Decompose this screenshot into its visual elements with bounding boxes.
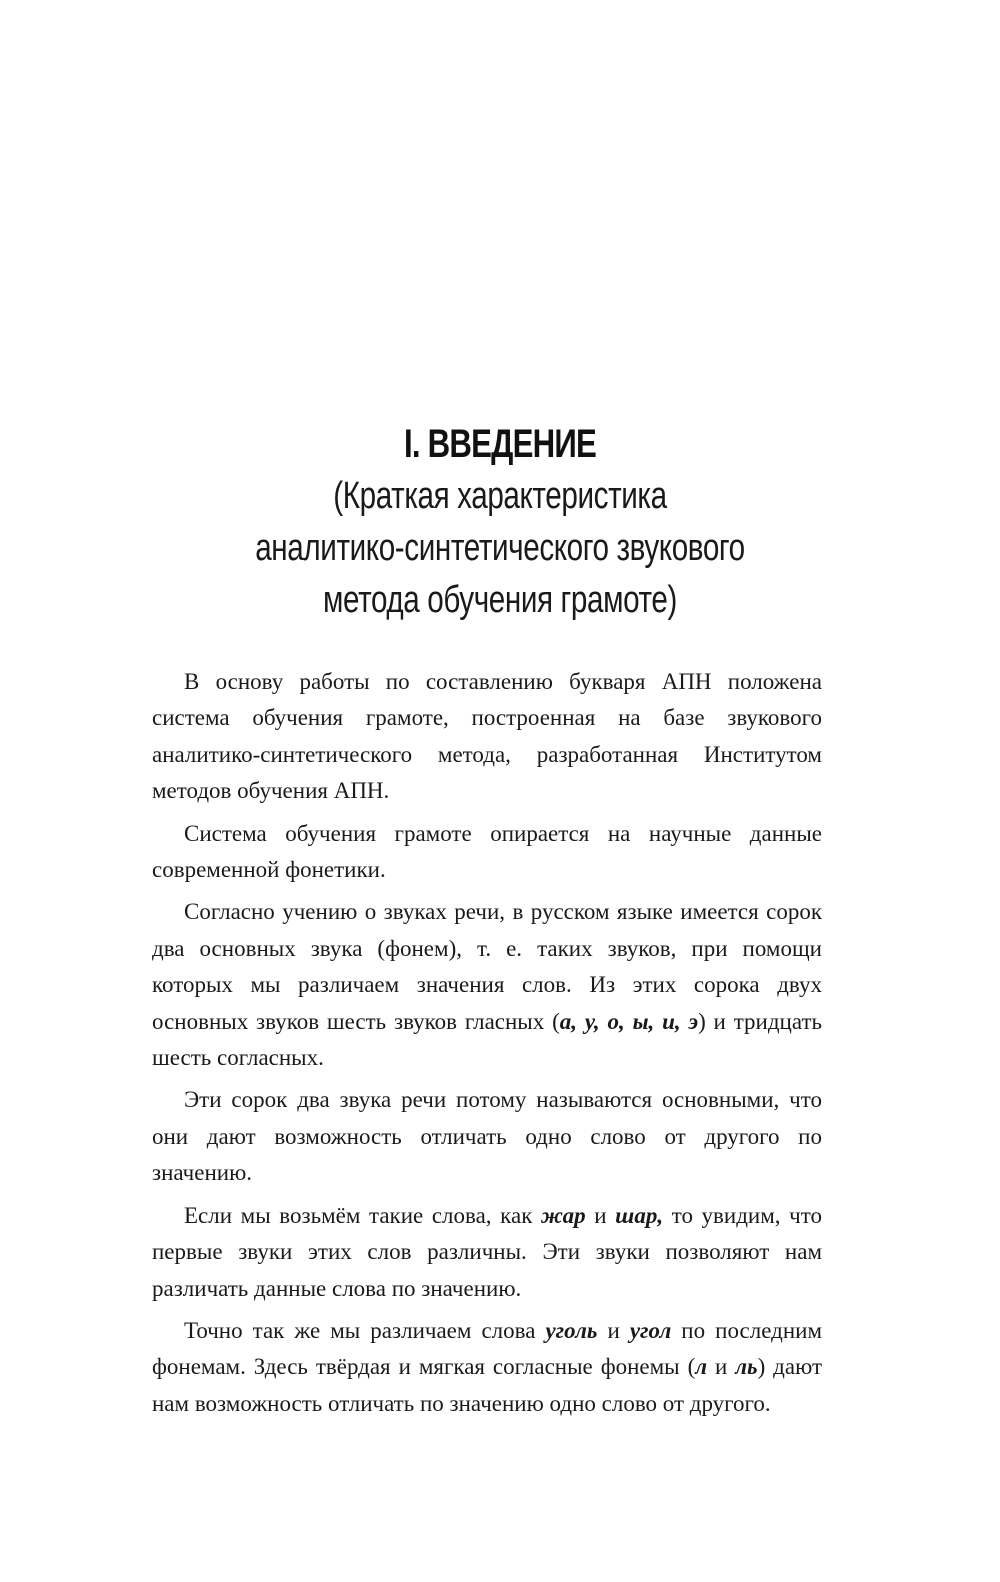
paragraph-6-text-start: Точно так же мы различаем слова [184, 1317, 546, 1343]
paragraph-6-text-middle: по последним фонемам. Здесь твёрдая и мягкая согласные фонемы ( [152, 1317, 822, 1380]
paragraph-2 [152, 816, 822, 889]
example-word-ugol-hard: угол [629, 1317, 672, 1343]
paragraph-3 [152, 894, 822, 1076]
paragraph-6-conjunction-1: и [597, 1317, 630, 1343]
paragraph-6-text-end: ) дают нам возможность отличать по значению одно слово от другого. [152, 1354, 822, 1416]
paragraph-5-text-start: Если мы возьмём такие слова, как [184, 1202, 541, 1228]
paragraph-3-text-start: Согласно учению о звуках речи, в русском языке имеется сорок два основных звука (фонем), т. е. таких звуков, при помощи которых мы различаем значения слов. Из этих сорока двух основных звуков шесть звуков гласных ( [152, 899, 822, 1034]
phoneme-l: л [695, 1354, 708, 1380]
chapter-title: I. ВВЕДЕНИЕ [403, 422, 597, 466]
chapter-subtitle-line-3: метода обучения грамоте) [323, 579, 677, 621]
example-word-zhar: жар [541, 1202, 586, 1228]
paragraph-6-conjunction-2: и [707, 1354, 736, 1380]
paragraph-1 [152, 664, 822, 810]
chapter-heading [0, 418, 1000, 626]
paragraph-2-text: Система обучения грамоте опирается на научные данные современной фонетики. [152, 820, 822, 883]
paragraph-5 [152, 1198, 822, 1307]
chapter-subtitle-line-1: (Краткая характеристика [333, 475, 667, 517]
paragraph-5-conjunction: и [585, 1202, 616, 1228]
paragraph-5-text-end: то увидим, что первые звуки этих слов различны. Эти звуки позволяют нам различать данные слова по значению. [152, 1202, 822, 1301]
example-word-ugol-soft: уголь [545, 1317, 598, 1343]
example-word-shar: шар, [615, 1202, 664, 1228]
body-text [152, 664, 822, 1428]
phoneme-l-soft: ль [735, 1354, 758, 1380]
vowel-list: а, у, о, ы, и, э [559, 1008, 699, 1034]
paragraph-6 [152, 1313, 822, 1422]
chapter-subtitle-line-2: аналитико-синтетического звукового [255, 527, 745, 569]
paragraph-1-text: В основу работы по составлению букваря АПН положена система обучения грамоте, построенная на базе звукового аналитико-синтетического метода, разработанная Институтом методов обучения АПН. [152, 669, 822, 804]
paragraph-4 [152, 1082, 822, 1191]
paragraph-3-text-end: ) и тридцать шесть согласных. [152, 1008, 823, 1071]
paragraph-4-text: Эти сорок два звука речи потому называются основными, что они дают возможность отличать одно слово от другого по значению. [152, 1087, 822, 1186]
